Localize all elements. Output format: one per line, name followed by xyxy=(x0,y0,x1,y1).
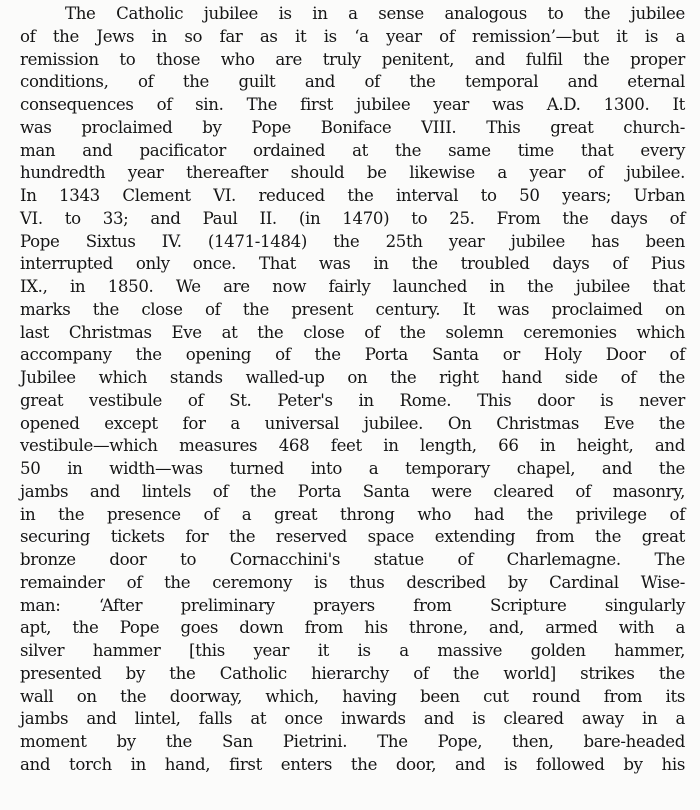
text-line: and torch in hand, first enters the door, and is followed by his xyxy=(20,754,685,774)
text-line: accompany the opening of the Porta Santa or Holy Door of xyxy=(20,345,685,365)
text-line: in the presence of a great throng who had the privilege of xyxy=(20,504,685,524)
text-line: remainder of the ceremony is thus described by Cardinal Wise- xyxy=(20,572,685,592)
body-text xyxy=(20,3,685,777)
text-line: Jubilee which stands walled-up on the right hand side of the xyxy=(20,368,685,387)
text-line: last Christmas Eve at the close of the solemn ceremonies which xyxy=(20,322,685,342)
text-line: securing tickets for the reserved space extending from the great xyxy=(20,527,685,547)
text-line: silver hammer [this year it is a massive golden hammer, xyxy=(20,641,685,660)
text-line: consequences of sin. The first jubilee year was A.D. 1300. It xyxy=(20,95,685,114)
text-line: moment by the San Pietrini. The Pope, then, bare-headed xyxy=(20,732,685,751)
text-line: VI. to 33; and Paul II. (in 1470) to 25. From the days of xyxy=(20,208,685,228)
text-line: of the Jews in so far as it is ‘a year of remission’—but it is a xyxy=(20,26,685,46)
text-line: marks the close of the present century. It was proclaimed on xyxy=(20,299,685,319)
text-line: was proclaimed by Pope Boniface VIII. This great church- xyxy=(20,117,685,137)
text-line: hundredth year thereafter should be likewise a year of jubilee. xyxy=(20,163,685,183)
text-line: opened except for a universal jubilee. On Christmas Eve the xyxy=(20,413,685,433)
text-line: great vestibule of St. Peter's in Rome. This door is never xyxy=(20,390,685,410)
text-line: jambs and lintels of the Porta Santa were cleared of masonry, xyxy=(20,481,685,501)
text-line: wall on the doorway, which, having been cut round from its xyxy=(20,686,685,706)
text-line: presented by the Catholic hierarchy of the world] strikes the xyxy=(20,663,685,683)
text-line: man and pacificator ordained at the same time that every xyxy=(20,140,685,160)
text-line: jambs and lintel, falls at once inwards and is cleared away in a xyxy=(20,709,685,729)
text-line: Pope Sixtus IV. (1471-1484) the 25th year jubilee has been xyxy=(20,231,685,251)
text-line: 50 in width—was turned into a temporary chapel, and the xyxy=(20,459,685,478)
text-line: In 1343 Clement VI. reduced the interval to 50 years; Urban xyxy=(20,186,685,205)
text-line: apt, the Pope goes down from his throne, and, armed with a xyxy=(20,618,685,638)
text-line: IX., in 1850. We are now fairly launched in the jubilee that xyxy=(20,277,685,296)
text-line: vestibule—which measures 468 feet in length, 66 in height, and xyxy=(20,436,685,456)
text-line: man: ‘After preliminary prayers from Scripture singularly xyxy=(20,595,685,615)
text-line: conditions, of the guilt and of the temporal and eternal xyxy=(20,72,685,92)
text-line: remission to those who are truly penitent, and fulfil the proper xyxy=(20,49,685,69)
text-line: interrupted only once. That was in the troubled days of Pius xyxy=(20,254,685,274)
text-line: bronze door to Cornacchini's statue of Charlemagne. The xyxy=(20,550,685,569)
text-line: The Catholic jubilee is in a sense analogous to the jubilee xyxy=(65,4,685,23)
